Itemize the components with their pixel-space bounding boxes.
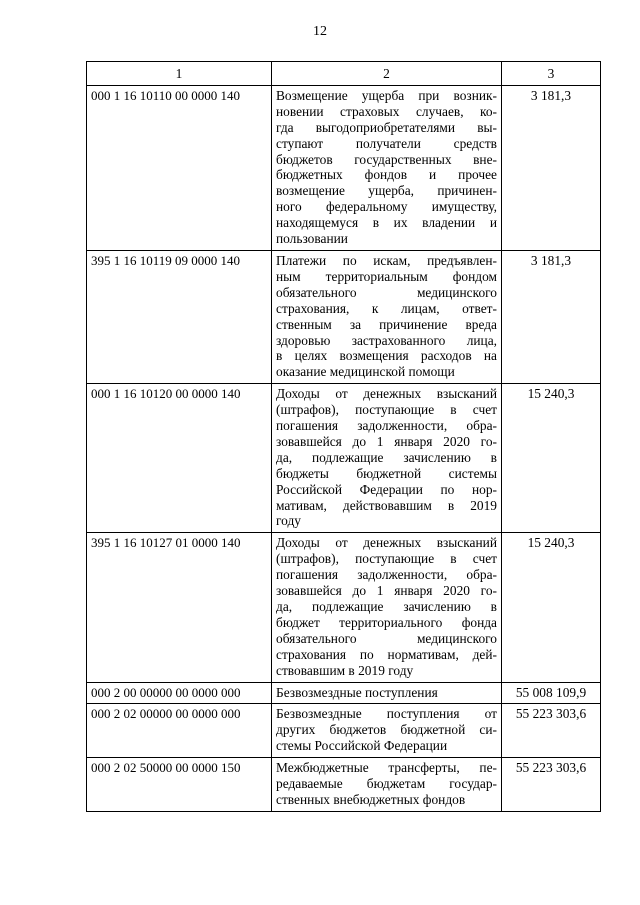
- amount-value: 55 223 303,6: [502, 704, 601, 758]
- description-line: Доходы от денежных взысканий: [276, 535, 497, 551]
- budget-classification-code: 000 2 00 00000 00 0000 000: [87, 682, 272, 704]
- amount-value: 55 223 303,6: [502, 758, 601, 812]
- description-line: зовавшейся до 1 января 2020 го-: [276, 583, 497, 599]
- table-row: [87, 704, 601, 758]
- description-line: Безвозмездные поступления от: [276, 706, 497, 722]
- budget-classification-code: 000 2 02 50000 00 0000 150: [87, 758, 272, 812]
- description-line: страхования по нормативам, дей-: [276, 646, 497, 662]
- table-row: [87, 682, 601, 704]
- amount-value: 3 181,3: [502, 250, 601, 383]
- description-line: Доходы от денежных взысканий: [276, 386, 497, 402]
- description-line: возмещение ущерба, причинен-: [276, 183, 497, 199]
- description-line: ственных внебюджетных фондов: [276, 791, 466, 807]
- header-column-1: 1: [87, 62, 272, 86]
- table-row: [87, 250, 601, 383]
- revenue-description: [272, 250, 502, 383]
- description-line: Возмещение ущерба при возник-: [276, 87, 497, 103]
- description-line: Межбюджетные трансферты, пе-: [276, 760, 497, 776]
- description-line: обязательного медицинского: [276, 284, 497, 300]
- description-line: новении страховых случаев, ко-: [276, 103, 497, 119]
- budget-classification-code: 000 1 16 10110 00 0000 140: [87, 85, 272, 250]
- description-line: ственным за причинение вреда: [276, 316, 497, 332]
- description-line: здоровью застрахованного лица,: [276, 332, 497, 348]
- header-column-2: 2: [272, 62, 502, 86]
- amount-value: 55 008 109,9: [502, 682, 601, 704]
- description-line: ствовавшим в 2019 году: [276, 662, 414, 678]
- description-line: бюджеты бюджетной системы: [276, 465, 497, 481]
- description-line: Платежи по искам, предъявлен-: [276, 252, 497, 268]
- description-line: бюджет территориального фонда: [276, 614, 497, 630]
- amount-value: 15 240,3: [502, 533, 601, 682]
- description-line: пользовании: [276, 231, 348, 247]
- description-line: оказание медицинской помощи: [276, 364, 455, 380]
- table-row: [87, 384, 601, 533]
- description-line: страхования, к лицам, ответ-: [276, 300, 497, 316]
- budget-classification-code: 000 2 02 00000 00 0000 000: [87, 704, 272, 758]
- description-line: обязательного медицинского: [276, 630, 497, 646]
- description-line: (штрафов), поступающие в счет: [276, 402, 497, 418]
- revenue-description: [272, 758, 502, 812]
- description-line: Безвозмездные поступления: [276, 684, 438, 700]
- description-line: году: [276, 513, 301, 529]
- budget-classification-code: 395 1 16 10127 01 0000 140: [87, 533, 272, 682]
- revenue-description: [272, 682, 502, 704]
- amount-value: 15 240,3: [502, 384, 601, 533]
- header-column-3: 3: [502, 62, 601, 86]
- description-line: погашения задолженности, обра-: [276, 418, 497, 434]
- table-row: [87, 533, 601, 682]
- description-line: да, подлежащие зачислению в: [276, 599, 497, 614]
- table-body: [87, 85, 601, 811]
- description-line: ным территориальным фондом: [276, 268, 497, 284]
- description-line: Российской Федерации по нор-: [276, 481, 497, 497]
- table-row: [87, 758, 601, 812]
- budget-classification-code: 000 1 16 10120 00 0000 140: [87, 384, 272, 533]
- description-line: стемы Российской Федерации: [276, 738, 448, 754]
- budget-revenue-table: [86, 61, 601, 812]
- table-header-row: [87, 62, 601, 86]
- table-row: [87, 85, 601, 250]
- revenue-description: [272, 704, 502, 758]
- description-line: зовавшейся до 1 января 2020 го-: [276, 433, 497, 449]
- description-line: да, подлежащие зачислению в: [276, 449, 497, 465]
- description-line: других бюджетов бюджетной си-: [276, 722, 497, 738]
- description-line: ного федеральному имуществу,: [276, 199, 497, 215]
- revenue-description: [272, 85, 502, 250]
- description-line: редаваемые бюджетам государ-: [276, 776, 497, 792]
- description-line: (штрафов), поступающие в счет: [276, 551, 497, 567]
- page-number: 12: [313, 24, 327, 39]
- description-line: погашения задолженности, обра-: [276, 567, 497, 583]
- description-line: бюджетных фондов и прочее: [276, 167, 497, 183]
- amount-value: 3 181,3: [502, 85, 601, 250]
- description-line: в целях возмещения расходов на: [276, 348, 497, 364]
- description-line: гда выгодоприобретателями вы-: [276, 119, 497, 135]
- revenue-description: [272, 533, 502, 682]
- description-line: бюджетов государственных вне-: [276, 151, 497, 167]
- budget-classification-code: 395 1 16 10119 09 0000 140: [87, 250, 272, 383]
- revenue-description: [272, 384, 502, 533]
- description-line: находящемуся в их владении и: [276, 215, 497, 231]
- description-line: мативам, действовавшим в 2019: [276, 497, 497, 513]
- description-line: ступают получатели средств: [276, 135, 497, 151]
